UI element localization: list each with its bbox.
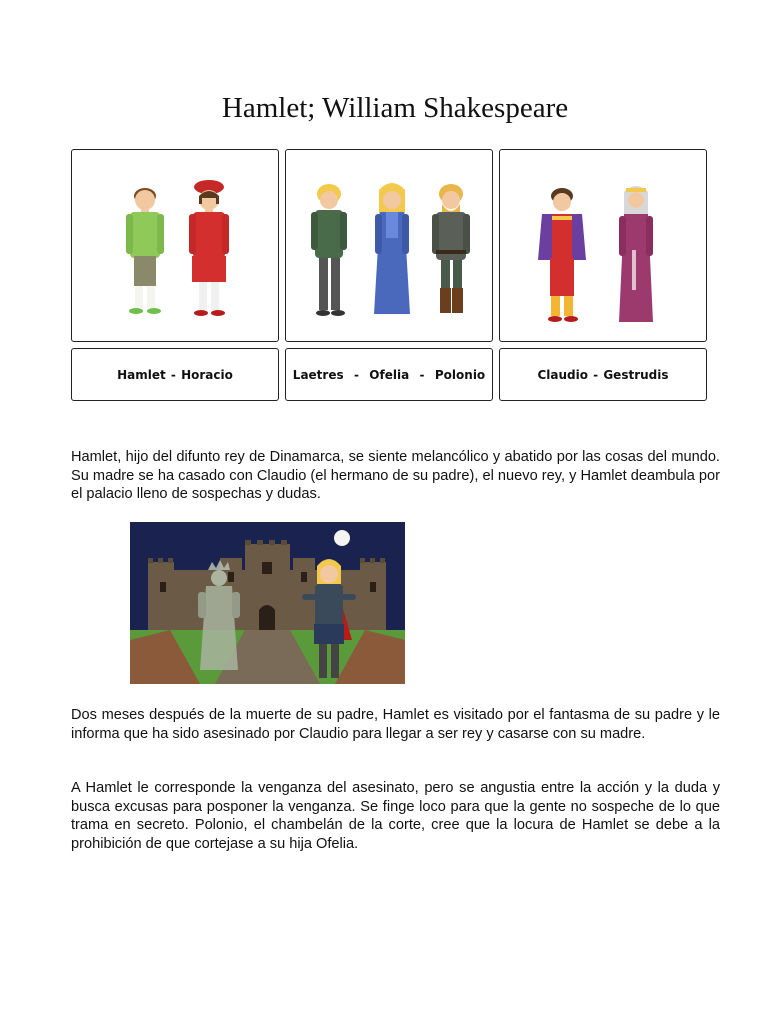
laertes-figure xyxy=(311,184,347,316)
paragraph-3: A Hamlet le corresponde la venganza del asesinato, pero se angustia entre la acción y la duda y busca excusas para posponer la venganza. Se finge loco para que la gente no sospeche de lo que trama en secreto. Polonio, el chambelán de la corte, cree que la locura de Hamlet se debe a la prohibición de que cortejase a su hija Ofelia. xyxy=(71,780,720,852)
character-panel-2 xyxy=(285,149,493,342)
caption-panel-2: Laetres - Ofelia - Polonio xyxy=(285,348,493,401)
character-panel-3 xyxy=(499,149,707,342)
horacio-figure xyxy=(189,180,229,316)
caption-panel-3: Claudio - Gestrudis xyxy=(499,348,707,401)
hamlet-figure xyxy=(126,188,164,314)
ofelia-figure xyxy=(374,183,410,314)
claudio-figure xyxy=(538,188,586,322)
paragraph-2: Dos meses después de la muerte de su padre, Hamlet es visitado por el fantasma de su padre y le informa que ha sido asesinado por Claudio para llegar a ser rey y casarse con su madre. xyxy=(71,707,720,742)
caption-panel-1: Hamlet - Horacio xyxy=(71,348,279,401)
character-panel-1 xyxy=(71,149,279,342)
polonio-figure xyxy=(432,184,470,313)
page-title: Hamlet; William Shakespeare xyxy=(221,92,569,124)
gertrudis-figure xyxy=(619,186,653,322)
castle-ghost-scene xyxy=(130,522,405,684)
paragraph-1: Hamlet, hijo del difunto rey de Dinamarca, se siente melancólico y abatido por las cosas del mundo. Su madre se ha casado con Claudio (el hermano de su padre), el nuevo rey, y Hamlet deambula por el palacio lleno de sospechas y dudas. xyxy=(71,449,720,503)
